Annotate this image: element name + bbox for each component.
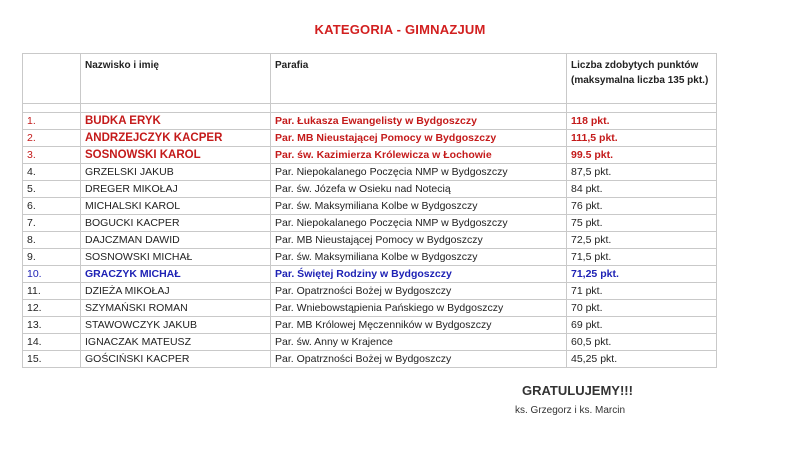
table-row bbox=[23, 113, 717, 130]
table-row bbox=[23, 232, 717, 249]
header-points-max: (maksymalna liczba 135 pkt.) bbox=[571, 75, 709, 86]
row-parish: Par. Wniebowstąpienia Pańskiego w Bydgoszczy bbox=[271, 300, 567, 317]
row-name: GRACZYK MICHAŁ bbox=[81, 266, 271, 283]
row-place: 10. bbox=[23, 266, 81, 283]
table-row bbox=[23, 130, 717, 147]
row-parish: Par. św. Józefa w Osieku nad Notecią bbox=[271, 181, 567, 198]
row-place: 11. bbox=[23, 283, 81, 300]
row-parish: Par. św. Maksymiliana Kolbe w Bydgoszczy bbox=[271, 249, 567, 266]
row-place: 1. bbox=[23, 113, 81, 130]
row-name: BOGUCKI KACPER bbox=[81, 215, 271, 232]
row-points: 84 pkt. bbox=[567, 181, 717, 198]
row-parish: Par. św. Kazimierza Królewicza w Łochowie bbox=[271, 147, 567, 164]
row-place: 13. bbox=[23, 317, 81, 334]
row-parish: Par. Opatrzności Bożej w Bydgoszczy bbox=[271, 351, 567, 368]
row-name: DZIEŻA MIKOŁAJ bbox=[81, 283, 271, 300]
row-place: 4. bbox=[23, 164, 81, 181]
row-place: 8. bbox=[23, 232, 81, 249]
header-number bbox=[23, 54, 81, 104]
row-points: 76 pkt. bbox=[567, 198, 717, 215]
signature: ks. Grzegorz i ks. Marcin bbox=[515, 405, 626, 416]
table-header-row bbox=[23, 54, 717, 104]
results-table bbox=[22, 53, 717, 368]
row-place: 2. bbox=[23, 130, 81, 147]
row-name: GRZELSKI JAKUB bbox=[81, 164, 271, 181]
row-parish: Par. św. Maksymiliana Kolbe w Bydgoszczy bbox=[271, 198, 567, 215]
row-points: 45,25 pkt. bbox=[567, 351, 717, 368]
row-points: 71,5 pkt. bbox=[567, 249, 717, 266]
row-name: BUDKA ERYK bbox=[81, 113, 271, 130]
row-points: 75 pkt. bbox=[567, 215, 717, 232]
table-row bbox=[23, 249, 717, 266]
row-name: GOŚCIŃSKI KACPER bbox=[81, 351, 271, 368]
table-row bbox=[23, 198, 717, 215]
row-place: 5. bbox=[23, 181, 81, 198]
row-place: 6. bbox=[23, 198, 81, 215]
row-points: 70 pkt. bbox=[567, 300, 717, 317]
row-points: 87,5 pkt. bbox=[567, 164, 717, 181]
spacer-row bbox=[23, 104, 717, 113]
row-parish: Par. św. Anny w Krajence bbox=[271, 334, 567, 351]
row-place: 7. bbox=[23, 215, 81, 232]
row-name: SOSNOWSKI KAROL bbox=[81, 147, 271, 164]
table-row bbox=[23, 215, 717, 232]
row-place: 15. bbox=[23, 351, 81, 368]
row-parish: Par. Świętej Rodziny w Bydgoszczy bbox=[271, 266, 567, 283]
congratulations-text: GRATULUJEMY!!! bbox=[522, 383, 633, 398]
table-row bbox=[23, 300, 717, 317]
row-parish: Par. MB Królowej Męczenników w Bydgoszczy bbox=[271, 317, 567, 334]
row-parish: Par. Łukasza Ewangelisty w Bydgoszczy bbox=[271, 113, 567, 130]
row-parish: Par. Opatrzności Bożej w Bydgoszczy bbox=[271, 283, 567, 300]
row-points: 118 pkt. bbox=[567, 113, 717, 130]
row-name: IGNACZAK MATEUSZ bbox=[81, 334, 271, 351]
row-parish: Par. Niepokalanego Poczęcia NMP w Bydgoszczy bbox=[271, 164, 567, 181]
header-points-title: Liczba zdobytych punktów bbox=[571, 60, 699, 71]
row-points: 99.5 pkt. bbox=[567, 147, 717, 164]
table-row bbox=[23, 181, 717, 198]
table-row bbox=[23, 266, 717, 283]
row-name: DREGER MIKOŁAJ bbox=[81, 181, 271, 198]
header-parish: Parafia bbox=[271, 54, 567, 104]
row-points: 72,5 pkt. bbox=[567, 232, 717, 249]
table-row bbox=[23, 283, 717, 300]
row-name: MICHALSKI KAROL bbox=[81, 198, 271, 215]
row-parish: Par. MB Nieustającej Pomocy w Bydgoszczy bbox=[271, 130, 567, 147]
row-points: 71,25 pkt. bbox=[567, 266, 717, 283]
row-points: 60,5 pkt. bbox=[567, 334, 717, 351]
table-row bbox=[23, 147, 717, 164]
row-name: ANDRZEJCZYK KACPER bbox=[81, 130, 271, 147]
row-place: 12. bbox=[23, 300, 81, 317]
header-name: Nazwisko i imię bbox=[81, 54, 271, 104]
row-place: 9. bbox=[23, 249, 81, 266]
row-parish: Par. Niepokalanego Poczęcia NMP w Bydgoszczy bbox=[271, 215, 567, 232]
row-name: STAWOWCZYK JAKUB bbox=[81, 317, 271, 334]
row-points: 111,5 pkt. bbox=[567, 130, 717, 147]
row-points: 69 pkt. bbox=[567, 317, 717, 334]
row-points: 71 pkt. bbox=[567, 283, 717, 300]
row-place: 3. bbox=[23, 147, 81, 164]
table-row bbox=[23, 317, 717, 334]
header-points bbox=[567, 54, 717, 104]
row-name: DAJCZMAN DAWID bbox=[81, 232, 271, 249]
row-name: SZYMAŃSKI ROMAN bbox=[81, 300, 271, 317]
row-name: SOSNOWSKI MICHAŁ bbox=[81, 249, 271, 266]
page-title: KATEGORIA - GIMNAZJUM bbox=[314, 22, 486, 37]
table-row bbox=[23, 351, 717, 368]
row-place: 14. bbox=[23, 334, 81, 351]
row-parish: Par. MB Nieustającej Pomocy w Bydgoszczy bbox=[271, 232, 567, 249]
table-row bbox=[23, 334, 717, 351]
table-row bbox=[23, 164, 717, 181]
